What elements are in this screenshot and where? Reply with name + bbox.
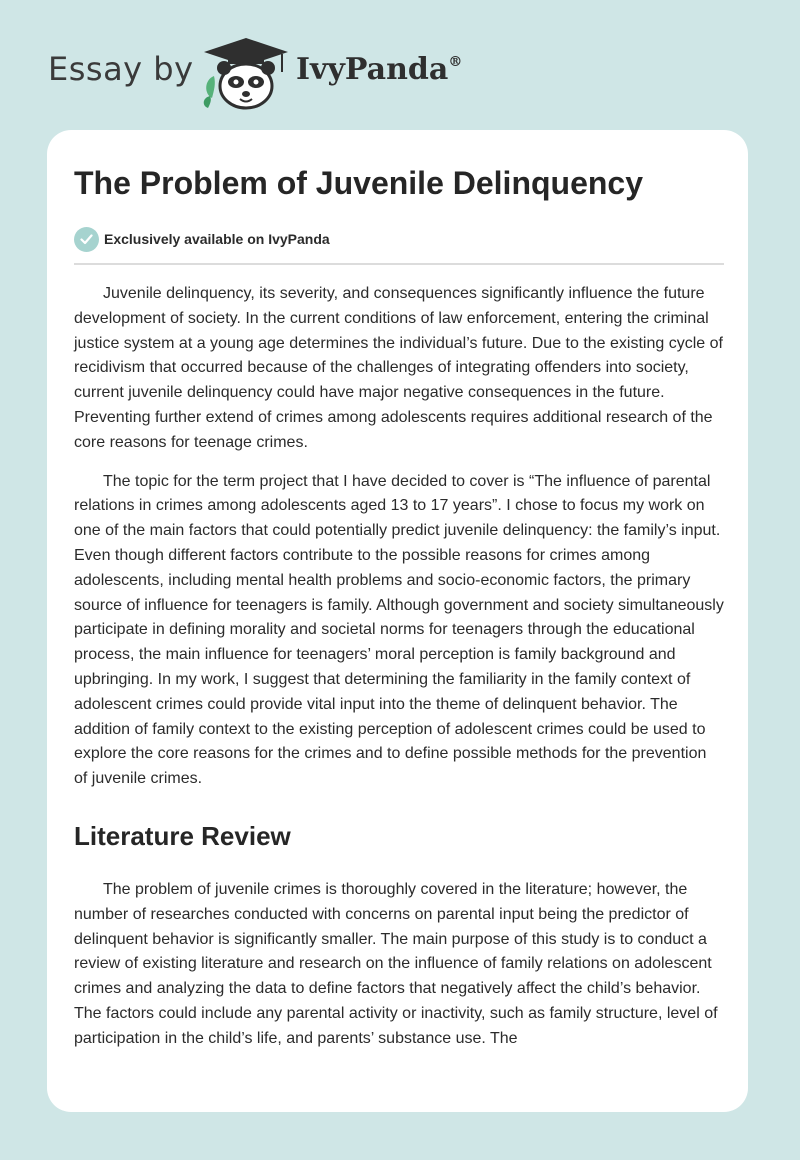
site-header: [0, 0, 800, 130]
exclusive-label: Exclusively available on IvyPanda: [104, 231, 330, 247]
essay-title: The Problem of Juvenile Delinquency: [74, 165, 644, 201]
check-circle-icon: [74, 227, 99, 252]
exclusive-badge: [74, 226, 724, 252]
body-paragraph: Juvenile delinquency, its severity, and consequences significantly influence the future development of society. In the current conditions of law enforcement, entering the criminal justice system at a young age determines the individual’s future. Due to the existing cycle of recidivism that occurred because of the challenges of integrating offenders into society, current juvenile delinquency could have major negative consequences in the future. Preventing further extend of crimes among adolescents requires additional research of the core reasons for teenage crimes.: [74, 285, 723, 451]
divider: [74, 263, 724, 265]
essay-by-label: Essay by: [48, 50, 194, 88]
panda-graduate-icon: [200, 36, 292, 110]
body-paragraph: The problem of juvenile crimes is thoroughly covered in the literature; however, the number of researches conducted with concerns on parental input being the predictor of delinquent behavior is significantly smaller. The main purpose of this study is to conduct a review of existing literature and research on the influence of family relations on adolescent crimes and analyzing the data to define factors that negatively affect the child’s behavior. The factors could include any parental activity or inactivity, such as family structure, level of participation in the child’s life, and parents’ substance use. The: [74, 880, 718, 1047]
body-paragraph: The topic for the term project that I have decided to cover is “The influence of parental relations in crimes among adolescents aged 13 to 17 years”. I chose to focus my work on one of the main factors that could potentially predict juvenile delinquency: the family’s input. Even though different factors contribute to the possible reasons for crimes among adolescents, including mental health problems and socio-economic factors, the primary source of influence for teenagers is family. Although government and society simultaneously participate in defining morality and societal norms for teenagers through the educational process, the main influence for teenagers’ moral perception is family background and upbringing. In my work, I suggest that determining the familiarity in the family context of adolescent crimes could provide vital input into the theme of delinquent behavior. The addition of family context to the existing perception of adolescent crimes could be used to explore the core reasons for the crimes and to define possible methods for the prevention of juvenile crimes.: [74, 472, 724, 788]
registered-mark: ®: [448, 54, 463, 70]
section-heading: Literature Review: [74, 820, 291, 851]
brand-name[interactable]: IvyPanda®: [296, 52, 463, 87]
essay-content: [74, 160, 724, 1052]
essay-card: [47, 130, 748, 1112]
